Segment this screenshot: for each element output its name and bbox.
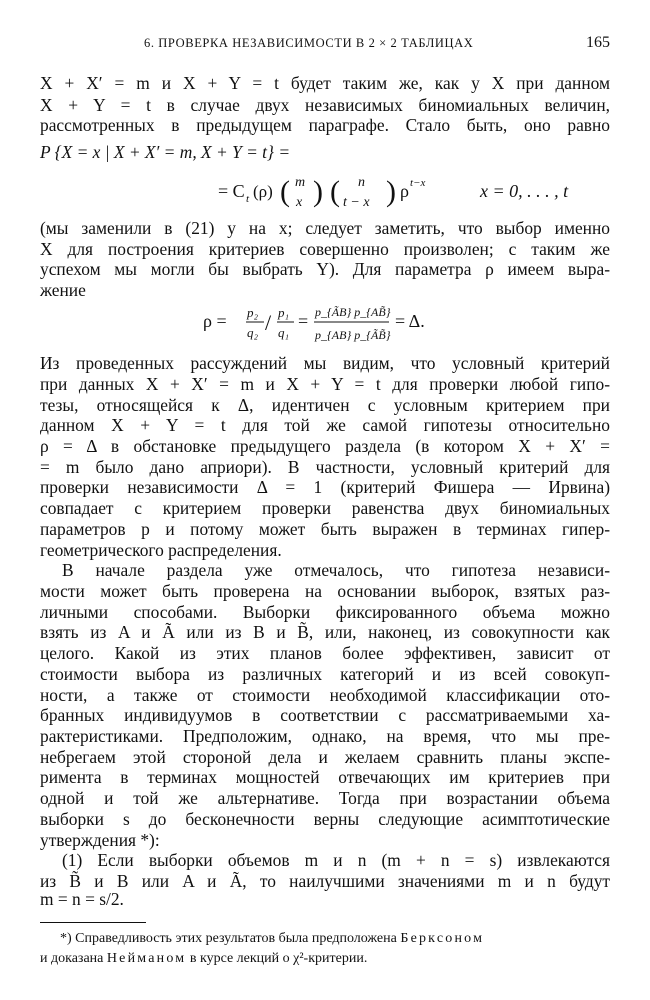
rho-result: = Δ. — [395, 311, 425, 332]
paren-right: ) — [313, 174, 323, 208]
binom1-top: m — [295, 174, 306, 190]
footnote-name: Нейманом — [106, 951, 187, 966]
running-head — [40, 34, 610, 54]
text-line: Из проведенных рассуждений мы видим, что условный критерий — [40, 353, 610, 374]
rho-denominator: p_{AB} p_{ÃB̃} — [315, 328, 391, 343]
text-line: (мы заменили в (21) y на x; следует заметить, что выбор именно — [40, 218, 610, 238]
running-title: 6. ПРОВЕРКА НЕЗАВИСИМОСТИ В 2 × 2 ТАБЛИЦАХ — [144, 36, 474, 50]
footnote-text: *) Справедливость этих результатов была предположена — [60, 931, 401, 946]
text-line: параметров p и потому может быть выражен в терминах гипер- — [40, 518, 610, 539]
text-line: ности, а также от стоимости необходимой классификации ото- — [40, 684, 610, 705]
text-line: выборки s до бесконечности верны следующие асимптотические — [40, 808, 610, 829]
text-line: успехом мы могли бы выбрать Y). Для параметра ρ имеем выра- — [40, 259, 610, 280]
text-line: X + Y = t в случае двух независимых биномиальных величин, — [40, 94, 610, 115]
paren-left: ( — [330, 174, 340, 208]
formula-rhs — [218, 172, 610, 212]
text-line: = m было дано априори). В частности, условный критерий для — [40, 456, 610, 477]
paren-left: ( — [280, 174, 290, 208]
text-line: проверки независимости Δ = 1 (критерий Фишера — Ирвина) — [40, 477, 610, 498]
page-number: 165 — [586, 34, 610, 51]
formula-eq-c: = C — [218, 180, 245, 201]
text-line: римента в терминах мощностей отвечающих им критериев при — [40, 767, 610, 788]
paren-right: ) — [386, 174, 396, 208]
text-line: рассмотренных в предыдущем параграфе. Стало быть, оно равно — [40, 115, 610, 136]
rho-eq: = — [298, 311, 309, 332]
text-line: совпадает с критерием проверки равенства двух биномиальных — [40, 498, 610, 519]
text-line: данном X + Y = t для той же самой гипотезы относительно — [40, 415, 610, 436]
footnote-rule — [40, 922, 146, 923]
footnote-text: в курсе лекций о χ²-критерии. — [186, 951, 368, 966]
text-line: личными способами. Выборки фиксированного объема можно — [40, 601, 610, 622]
binom2-top: n — [358, 174, 365, 190]
text-line: тезы, относящейся к Δ, идентичен с условным критерием при — [40, 394, 610, 415]
rho-p1: p₁ — [278, 305, 290, 321]
text-line: жение — [40, 280, 86, 301]
text-line: стоимости выбора из различных категорий и из всей совокуп- — [40, 663, 610, 684]
text-line: геометрического распределения. — [40, 539, 282, 560]
formula-c-arg: (ρ) — [253, 181, 273, 201]
binom2-bottom: t − x — [343, 194, 370, 210]
rho-numerator: p_{ÃB} p_{AB̃} — [315, 305, 391, 320]
formula-range: x = 0, . . . , t — [480, 180, 569, 201]
text-line: бранных индивидуумов в соответствии с рассматриваемыми ха- — [40, 705, 610, 726]
text-line: В начале раздела уже отмечалось, что гипотеза независи- — [62, 560, 610, 581]
text-line: утверждения *): — [40, 829, 160, 850]
list-item-line: m = n = s/2. — [40, 889, 124, 909]
text-line: ρ = Δ в обстановке предыдущего раздела (в котором X + X′ = — [40, 435, 610, 456]
formula-c-sub: t — [246, 192, 250, 205]
text-line: рактеристиками. Предположим, однако, на время, что мы пре- — [40, 725, 610, 746]
rho-formula — [203, 297, 453, 349]
rho-q1: q₁ — [278, 325, 290, 341]
text-line: небрегаем этой стороной дела и желаем сравнить планы экспе- — [40, 746, 610, 767]
text-line: X для построения критериев совершенно произволен; с таким же — [40, 238, 610, 259]
list-item-line: (1) Если выборки объемов m и n (m + n = s) извлекаются — [62, 850, 610, 871]
footnote-line — [40, 950, 610, 968]
text-line: взять из A и Ã или из B и B̃, или, наконец, из совокупности как — [40, 622, 610, 643]
binom1-bottom: x — [296, 194, 303, 210]
text-line: целого. Какой из этих планов более эффективен, зависит от — [40, 643, 610, 664]
text-line: X + X′ = m и X + Y = t будет таким же, как у X при данном — [40, 73, 610, 93]
footnote-line — [40, 930, 610, 948]
power-exp: t−x — [410, 176, 426, 189]
rho-p2: p₂ — [247, 305, 259, 321]
text-line: мости может быть проверена на основании выборок, взятых раз- — [40, 580, 610, 601]
list-item-line: из B̃ и B или A и Ã, то наилучшими значениями m и n будут — [40, 870, 610, 891]
text-line: при данных X + X′ = m и X + Y = t для проверки любой гипо- — [40, 373, 610, 394]
rho-lhs: ρ = — [203, 311, 227, 332]
rho-slash: / — [265, 310, 272, 336]
rho-q2: q₂ — [247, 325, 259, 341]
formula-lhs: P {X = x | X + X′ = m, X + Y = t} = — [40, 142, 291, 163]
footnote-name: Берксоном — [400, 931, 485, 946]
power-base: ρ — [400, 180, 409, 201]
text-line: одной и той же альтернативе. Тогда при возрастании объема — [40, 788, 610, 809]
footnote-text: и доказана — [40, 951, 107, 966]
